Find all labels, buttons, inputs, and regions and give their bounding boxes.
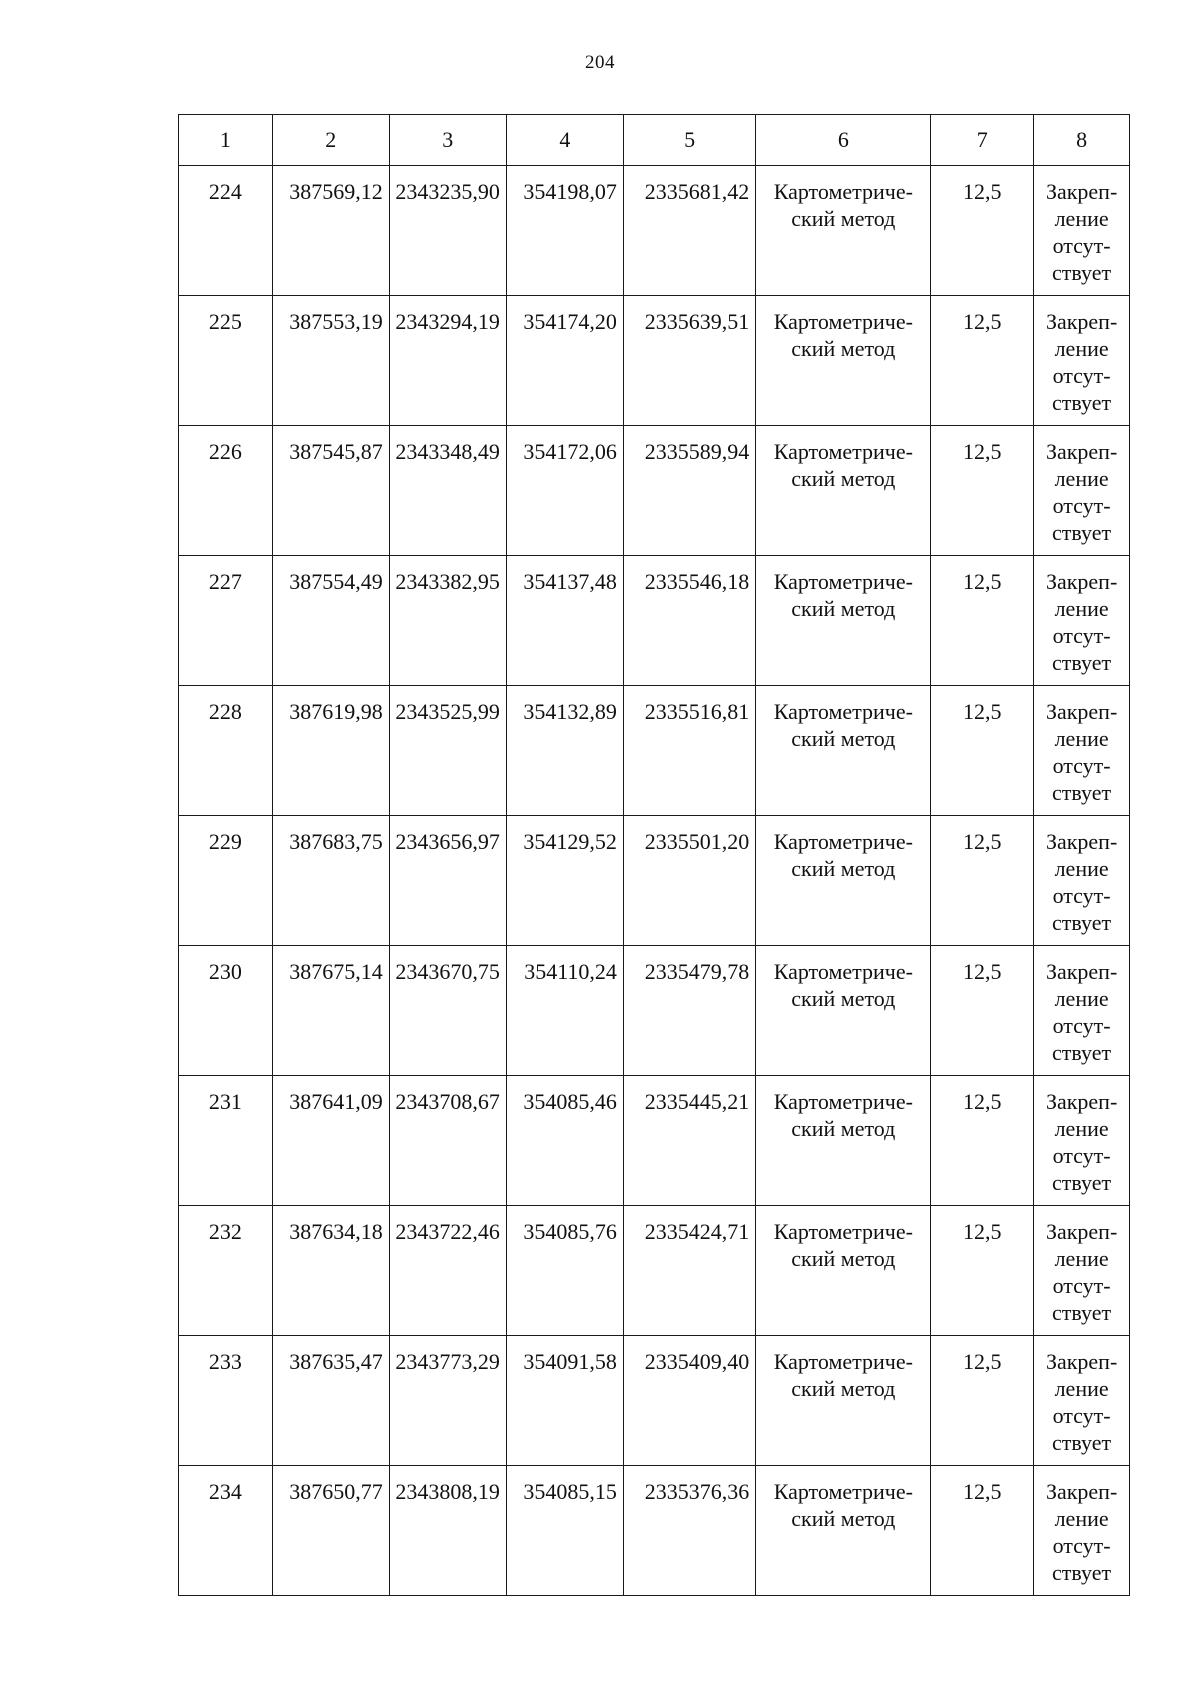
fixing-text-line: Закреп- bbox=[1045, 699, 1118, 724]
coord-x2-cell-text: 354085,76 bbox=[523, 1219, 617, 1244]
fixing-cell bbox=[1034, 686, 1130, 816]
point-number-cell bbox=[179, 296, 273, 426]
fixing-text-line: Закреп- bbox=[1045, 1479, 1118, 1504]
table-row bbox=[179, 686, 1130, 816]
fixing-text-line: отсут- bbox=[1052, 1533, 1111, 1558]
point-number-cell bbox=[179, 426, 273, 556]
fixing-text-line: ствует bbox=[1052, 1560, 1112, 1585]
coord-y-cell bbox=[389, 1076, 506, 1206]
coordinates-table bbox=[178, 114, 1130, 1596]
method-text-line: Картометриче- bbox=[773, 439, 913, 464]
coord-x-cell-text: 387634,18 bbox=[289, 1219, 383, 1244]
accuracy-cell bbox=[931, 816, 1034, 946]
accuracy-text: 12,5 bbox=[963, 1479, 1002, 1504]
coord-y-cell-text: 2343235,90 bbox=[395, 179, 500, 204]
method-text-line: Картометриче- bbox=[773, 959, 913, 984]
coord-x2-cell-text: 354198,07 bbox=[523, 179, 617, 204]
point-number-cell-text: 232 bbox=[208, 1219, 242, 1244]
coord-x2-cell bbox=[506, 1466, 623, 1596]
accuracy-text: 12,5 bbox=[963, 439, 1002, 464]
fixing-text-line: ление bbox=[1054, 1506, 1109, 1531]
point-number-cell-text: 231 bbox=[208, 1089, 242, 1114]
point-number-cell bbox=[179, 686, 273, 816]
coord-x-cell bbox=[272, 1466, 389, 1596]
coord-x2-cell-text: 354085,46 bbox=[523, 1089, 617, 1114]
method-text-line: ский метод bbox=[791, 726, 896, 751]
fixing-cell bbox=[1034, 556, 1130, 686]
fixing-text-line: ление bbox=[1054, 336, 1109, 361]
fixing-text-line: ствует bbox=[1052, 650, 1112, 675]
coord-y2-cell-text: 2335501,20 bbox=[644, 829, 750, 854]
method-text-line: ский метод bbox=[791, 856, 896, 881]
fixing-text-line: Закреп- bbox=[1045, 1089, 1118, 1114]
accuracy-text: 12,5 bbox=[963, 569, 1002, 594]
coord-x-cell-text: 387545,87 bbox=[289, 439, 383, 464]
point-number-cell bbox=[179, 1336, 273, 1466]
coord-y2-cell-text: 2335424,71 bbox=[644, 1219, 750, 1244]
method-cell bbox=[756, 166, 931, 296]
header-col-2: 2 bbox=[272, 115, 389, 166]
accuracy-text: 12,5 bbox=[963, 1219, 1002, 1244]
fixing-text-line: отсут- bbox=[1052, 1013, 1111, 1038]
point-number-cell-text: 228 bbox=[208, 699, 242, 724]
table-row bbox=[179, 556, 1130, 686]
fixing-text-line: ление bbox=[1054, 1376, 1109, 1401]
method-text-line: Картометриче- bbox=[773, 829, 913, 854]
method-cell bbox=[756, 816, 931, 946]
accuracy-text: 12,5 bbox=[963, 1089, 1002, 1114]
accuracy-cell bbox=[931, 556, 1034, 686]
coord-y2-cell bbox=[623, 816, 755, 946]
accuracy-cell bbox=[931, 1466, 1034, 1596]
fixing-text-line: ствует bbox=[1052, 1300, 1112, 1325]
table-row bbox=[179, 946, 1130, 1076]
method-text-line: ский метод bbox=[791, 336, 896, 361]
method-cell bbox=[756, 946, 931, 1076]
fixing-text-line: ствует bbox=[1052, 520, 1112, 545]
coord-y-cell-text: 2343525,99 bbox=[395, 699, 500, 724]
coord-y2-cell bbox=[623, 686, 755, 816]
page-number: 204 bbox=[585, 52, 615, 73]
fixing-text-line: отсут- bbox=[1052, 1273, 1111, 1298]
point-number-cell-text: 224 bbox=[208, 179, 242, 204]
method-cell bbox=[756, 556, 931, 686]
table-body bbox=[179, 166, 1130, 1596]
point-number-cell-text: 225 bbox=[208, 309, 242, 334]
fixing-text-line: ление bbox=[1054, 466, 1109, 491]
coord-y-cell-text: 2343294,19 bbox=[395, 309, 500, 334]
header-col-4: 4 bbox=[506, 115, 623, 166]
coord-x2-cell bbox=[506, 1206, 623, 1336]
point-number-cell bbox=[179, 816, 273, 946]
coord-y-cell-text: 2343722,46 bbox=[395, 1219, 500, 1244]
table-row bbox=[179, 296, 1130, 426]
coord-x2-cell-text: 354085,15 bbox=[523, 1479, 617, 1504]
coord-x2-cell-text: 354132,89 bbox=[523, 699, 617, 724]
fixing-cell bbox=[1034, 426, 1130, 556]
header-col-3: 3 bbox=[389, 115, 506, 166]
fixing-text-line: ствует bbox=[1052, 910, 1112, 935]
fixing-text-line: отсут- bbox=[1052, 1143, 1111, 1168]
coord-x-cell bbox=[272, 1206, 389, 1336]
coord-x-cell bbox=[272, 686, 389, 816]
coord-x-cell bbox=[272, 816, 389, 946]
method-cell bbox=[756, 1466, 931, 1596]
fixing-text-line: ление bbox=[1054, 206, 1109, 231]
method-text-line: Картометриче- bbox=[773, 1479, 913, 1504]
method-text-line: ский метод bbox=[791, 1116, 896, 1141]
fixing-cell bbox=[1034, 1076, 1130, 1206]
coord-y-cell bbox=[389, 1466, 506, 1596]
header-col-5: 5 bbox=[623, 115, 755, 166]
coord-y2-cell-text: 2335445,21 bbox=[644, 1089, 750, 1114]
coord-y-cell bbox=[389, 1206, 506, 1336]
accuracy-text: 12,5 bbox=[963, 309, 1002, 334]
coord-y2-cell bbox=[623, 1076, 755, 1206]
coord-y-cell bbox=[389, 556, 506, 686]
coord-x2-cell bbox=[506, 946, 623, 1076]
accuracy-cell bbox=[931, 1206, 1034, 1336]
accuracy-text: 12,5 bbox=[963, 829, 1002, 854]
coord-y-cell bbox=[389, 426, 506, 556]
point-number-cell bbox=[179, 1206, 273, 1336]
fixing-text-line: отсут- bbox=[1052, 233, 1111, 258]
method-cell bbox=[756, 296, 931, 426]
coord-y2-cell-text: 2335376,36 bbox=[644, 1479, 750, 1504]
table-row bbox=[179, 1466, 1130, 1596]
fixing-cell bbox=[1034, 946, 1130, 1076]
coord-y2-cell-text: 2335516,81 bbox=[644, 699, 750, 724]
coord-y2-cell bbox=[623, 1206, 755, 1336]
coord-x2-cell-text: 354129,52 bbox=[523, 829, 617, 854]
point-number-cell-text: 230 bbox=[208, 959, 242, 984]
coord-x2-cell-text: 354174,20 bbox=[523, 309, 617, 334]
fixing-text-line: отсут- bbox=[1052, 1403, 1111, 1428]
fixing-cell bbox=[1034, 816, 1130, 946]
method-text-line: ский метод bbox=[791, 1246, 896, 1271]
coord-x-cell-text: 387641,09 bbox=[289, 1089, 383, 1114]
coord-y2-cell-text: 2335409,40 bbox=[644, 1349, 750, 1374]
method-text-line: Картометриче- bbox=[773, 179, 913, 204]
accuracy-text: 12,5 bbox=[963, 1349, 1002, 1374]
method-cell bbox=[756, 1076, 931, 1206]
accuracy-cell bbox=[931, 426, 1034, 556]
coord-x-cell-text: 387650,77 bbox=[289, 1479, 383, 1504]
coord-y2-cell bbox=[623, 296, 755, 426]
method-text-line: ский метод bbox=[791, 1506, 896, 1531]
accuracy-cell bbox=[931, 946, 1034, 1076]
fixing-text-line: Закреп- bbox=[1045, 1349, 1118, 1374]
coord-y-cell-text: 2343708,67 bbox=[395, 1089, 500, 1114]
method-text-line: ский метод bbox=[791, 986, 896, 1011]
coord-x-cell-text: 387619,98 bbox=[289, 699, 383, 724]
point-number-cell-text: 233 bbox=[208, 1349, 242, 1374]
fixing-text-line: ление bbox=[1054, 1246, 1109, 1271]
method-text-line: ский метод bbox=[791, 1376, 896, 1401]
coord-y2-cell-text: 2335546,18 bbox=[644, 569, 750, 594]
fixing-text-line: Закреп- bbox=[1045, 1219, 1118, 1244]
coord-y-cell-text: 2343773,29 bbox=[395, 1349, 500, 1374]
fixing-text-line: Закреп- bbox=[1045, 309, 1118, 334]
method-cell bbox=[756, 426, 931, 556]
accuracy-text: 12,5 bbox=[963, 959, 1002, 984]
point-number-cell bbox=[179, 946, 273, 1076]
fixing-text-line: ствует bbox=[1052, 1040, 1112, 1065]
method-text-line: ский метод bbox=[791, 206, 896, 231]
point-number-cell-text: 234 bbox=[208, 1479, 242, 1504]
fixing-text-line: ствует bbox=[1052, 390, 1112, 415]
table-row bbox=[179, 1336, 1130, 1466]
header-col-7: 7 bbox=[931, 115, 1034, 166]
coord-x-cell bbox=[272, 1336, 389, 1466]
table-row bbox=[179, 1206, 1130, 1336]
accuracy-cell bbox=[931, 1076, 1034, 1206]
coord-y2-cell bbox=[623, 1336, 755, 1466]
fixing-text-line: ствует bbox=[1052, 1430, 1112, 1455]
coord-y-cell bbox=[389, 686, 506, 816]
point-number-cell bbox=[179, 556, 273, 686]
fixing-cell bbox=[1034, 296, 1130, 426]
fixing-text-line: ление bbox=[1054, 856, 1109, 881]
coord-x-cell-text: 387683,75 bbox=[289, 829, 383, 854]
coord-y2-cell-text: 2335681,42 bbox=[644, 179, 750, 204]
accuracy-cell bbox=[931, 296, 1034, 426]
method-cell bbox=[756, 686, 931, 816]
fixing-text-line: отсут- bbox=[1052, 493, 1111, 518]
fixing-cell bbox=[1034, 1206, 1130, 1336]
coord-y2-cell bbox=[623, 426, 755, 556]
coord-x-cell-text: 387675,14 bbox=[289, 959, 383, 984]
point-number-cell-text: 226 bbox=[208, 439, 242, 464]
coord-x2-cell-text: 354110,24 bbox=[524, 959, 617, 984]
method-cell bbox=[756, 1206, 931, 1336]
fixing-text-line: ствует bbox=[1052, 780, 1112, 805]
coord-y-cell-text: 2343808,19 bbox=[395, 1479, 500, 1504]
coord-y-cell bbox=[389, 816, 506, 946]
coord-x-cell bbox=[272, 166, 389, 296]
fixing-text-line: Закреп- bbox=[1045, 569, 1118, 594]
fixing-text-line: ствует bbox=[1052, 1170, 1112, 1195]
coord-y2-cell bbox=[623, 166, 755, 296]
fixing-text-line: ление bbox=[1054, 726, 1109, 751]
coord-y-cell bbox=[389, 1336, 506, 1466]
coord-x-cell bbox=[272, 426, 389, 556]
coord-y2-cell-text: 2335479,78 bbox=[644, 959, 750, 984]
table-row bbox=[179, 1076, 1130, 1206]
method-cell bbox=[756, 1336, 931, 1466]
table-header-row bbox=[179, 115, 1130, 166]
point-number-cell bbox=[179, 1466, 273, 1596]
fixing-cell bbox=[1034, 1336, 1130, 1466]
fixing-text-line: Закреп- bbox=[1045, 829, 1118, 854]
coord-x2-cell bbox=[506, 1076, 623, 1206]
coord-x2-cell-text: 354137,48 bbox=[523, 569, 617, 594]
table-row bbox=[179, 816, 1130, 946]
coord-y2-cell bbox=[623, 556, 755, 686]
coord-x-cell bbox=[272, 1076, 389, 1206]
coord-x-cell bbox=[272, 296, 389, 426]
accuracy-cell bbox=[931, 1336, 1034, 1466]
point-number-cell-text: 227 bbox=[208, 569, 242, 594]
method-text-line: Картометриче- bbox=[773, 699, 913, 724]
coord-x-cell-text: 387635,47 bbox=[289, 1349, 383, 1374]
coord-x2-cell bbox=[506, 556, 623, 686]
accuracy-text: 12,5 bbox=[963, 699, 1002, 724]
header-col-6: 6 bbox=[756, 115, 931, 166]
coord-x2-cell-text: 354172,06 bbox=[523, 439, 617, 464]
coord-y-cell-text: 2343348,49 bbox=[395, 439, 500, 464]
fixing-text-line: отсут- bbox=[1052, 883, 1111, 908]
coord-x2-cell bbox=[506, 426, 623, 556]
method-text-line: Картометриче- bbox=[773, 1349, 913, 1374]
fixing-text-line: ление bbox=[1054, 1116, 1109, 1141]
table-row bbox=[179, 426, 1130, 556]
table-row bbox=[179, 166, 1130, 296]
fixing-text-line: ствует bbox=[1052, 260, 1112, 285]
coord-x2-cell bbox=[506, 1336, 623, 1466]
accuracy-cell bbox=[931, 166, 1034, 296]
method-text-line: Картометриче- bbox=[773, 1219, 913, 1244]
fixing-text-line: Закреп- bbox=[1045, 179, 1118, 204]
coord-y-cell-text: 2343670,75 bbox=[395, 959, 500, 984]
fixing-cell bbox=[1034, 166, 1130, 296]
coord-y2-cell-text: 2335639,51 bbox=[644, 309, 750, 334]
method-text-line: Картометриче- bbox=[773, 309, 913, 334]
coord-x-cell-text: 387553,19 bbox=[289, 309, 383, 334]
fixing-text-line: Закреп- bbox=[1045, 959, 1118, 984]
coord-x2-cell bbox=[506, 686, 623, 816]
coord-y-cell-text: 2343656,97 bbox=[395, 829, 500, 854]
coord-x2-cell bbox=[506, 816, 623, 946]
coord-x2-cell bbox=[506, 296, 623, 426]
fixing-text-line: отсут- bbox=[1052, 363, 1111, 388]
fixing-text-line: ление bbox=[1054, 596, 1109, 621]
coord-y-cell-text: 2343382,95 bbox=[395, 569, 500, 594]
point-number-cell bbox=[179, 1076, 273, 1206]
coord-x2-cell bbox=[506, 166, 623, 296]
coord-y2-cell bbox=[623, 1466, 755, 1596]
coord-y2-cell bbox=[623, 946, 755, 1076]
fixing-text-line: отсут- bbox=[1052, 623, 1111, 648]
coord-x-cell bbox=[272, 556, 389, 686]
coord-x2-cell-text: 354091,58 bbox=[523, 1349, 617, 1374]
coord-y2-cell-text: 2335589,94 bbox=[644, 439, 750, 464]
header-col-1: 1 bbox=[179, 115, 273, 166]
fixing-cell bbox=[1034, 1466, 1130, 1596]
coord-x-cell bbox=[272, 946, 389, 1076]
coord-y-cell bbox=[389, 946, 506, 1076]
coord-y-cell bbox=[389, 166, 506, 296]
method-text-line: ский метод bbox=[791, 466, 896, 491]
coord-x-cell-text: 387569,12 bbox=[289, 179, 383, 204]
header-col-8: 8 bbox=[1034, 115, 1130, 166]
accuracy-cell bbox=[931, 686, 1034, 816]
point-number-cell bbox=[179, 166, 273, 296]
coord-y-cell bbox=[389, 296, 506, 426]
fixing-text-line: отсут- bbox=[1052, 753, 1111, 778]
method-text-line: Картометриче- bbox=[773, 569, 913, 594]
fixing-text-line: Закреп- bbox=[1045, 439, 1118, 464]
method-text-line: ский метод bbox=[791, 596, 896, 621]
point-number-cell-text: 229 bbox=[208, 829, 242, 854]
method-text-line: Картометриче- bbox=[773, 1089, 913, 1114]
accuracy-text: 12,5 bbox=[963, 179, 1002, 204]
coord-x-cell-text: 387554,49 bbox=[289, 569, 383, 594]
fixing-text-line: ление bbox=[1054, 986, 1109, 1011]
